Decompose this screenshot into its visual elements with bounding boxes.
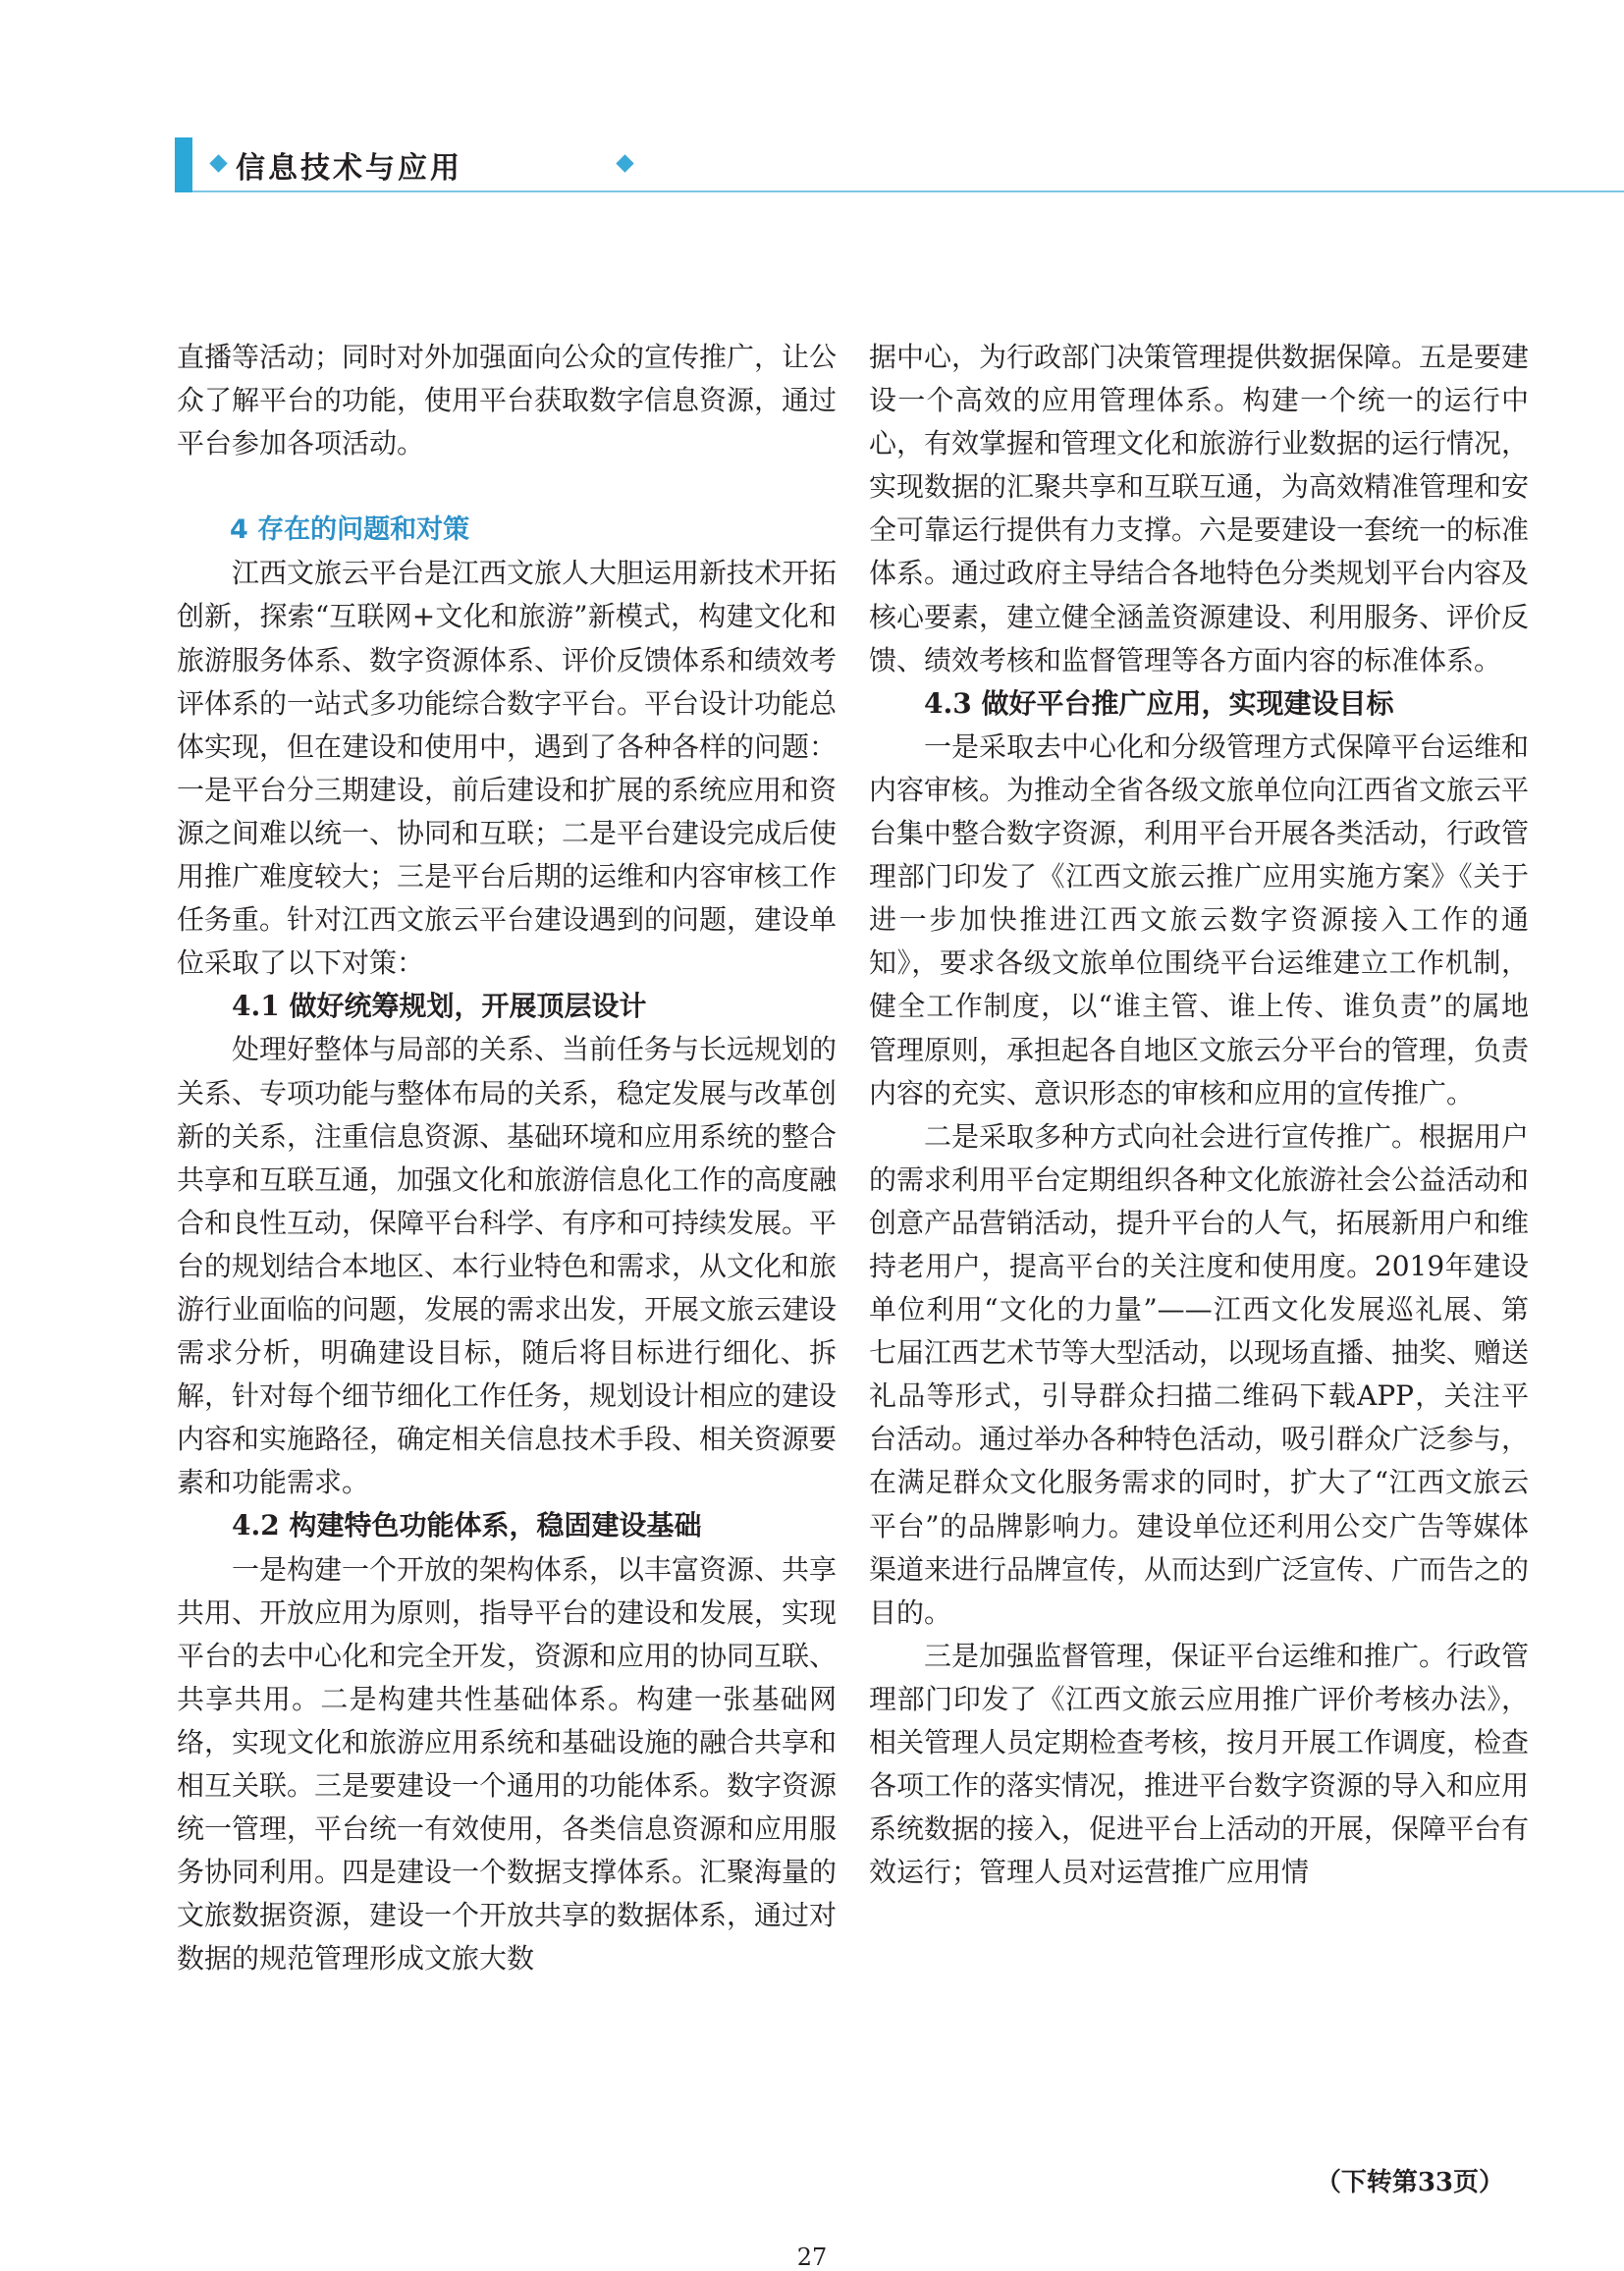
paragraph: 直播等活动；同时对外加强面向公众的宣传推广，让公众了解平台的功能，使用平台获取数字信息资源，通过平台参加各项活动。 [177, 341, 838, 460]
paragraph: 江西文旅云平台是江西文旅人大胆运用新技术开拓创新，探索“互联网+文化和旅游”新模式，构建文化和旅游服务体系、数字资源体系、评价反馈体系和绩效考评体系的一站式多功能综合数字平台。平台设计功能总体实现，但在建设和使用中，遇到了各种各样的问题：一是平台分三期建设，前后建设和扩展的系统应用和资源之间难以统一、协同和互联；二是平台建设完成后使用推广难度较大；三是平台后期的运维和内容审核工作任务重。针对江西文旅云平台建设遇到的问题，建设单位采取了以下对策： [177, 557, 838, 980]
paragraph: 据中心，为行政部门决策管理提供数据保障。五是要建设一个高效的应用管理体系。构建一个统一的运行中心，有效掌握和管理文化和旅游行业数据的运行情况，实现数据的汇聚共享和互联互通，为高效精准管理和安全可靠运行提供有力支撑。六是要建设一套统一的标准体系。通过政府主导结合各地特色分类规划平台内容及核心要素，建立健全涵盖资源建设、利用服务、评价反馈、绩效考核和监督管理等各方面内容的标准体系。 [869, 341, 1530, 676]
subsection-heading: 4.1 做好统筹规划，开展顶层设计 [232, 990, 647, 1023]
paragraph: 三是加强监督管理，保证平台运维和推广。行政管理部门印发了《江西文旅云应用推广评价考核办法》，相关管理人员定期检查考核，按月开展工作调度，检查各项工作的落实情况，推进平台数字资源的导入和应用系统数据的接入，促进平台上活动的开展，保障平台有效运行；管理人员对运营推广应用情 [869, 1639, 1530, 1889]
subsection-heading: 4.3 做好平台推广应用，实现建设目标 [924, 686, 1394, 720]
right-column [869, 336, 1529, 1894]
diamond-icon [616, 154, 633, 172]
section-gap [177, 465, 837, 509]
diamond-icon [209, 154, 227, 172]
subsection-heading: 4.2 构建特色功能体系，稳固建设基础 [232, 1509, 702, 1542]
paragraph: 二是采取多种方式向社会进行宣传推广。根据用户的需求利用平台定期组织各种文化旅游社会公益活动和创意产品营销活动，提升平台的人气，拓展新用户和维持老用户，提高平台的关注度和使用度。2019年建设单位利用“文化的力量”——江西文化发展巡礼展、第七届江西艺术节等大型活动，以现场直播、抽奖、赠送礼品等形式，引导群众扫描二维码下载APP，关注平台活动。通过举办各种特色活动，吸引群众广泛参与，在满足群众文化服务需求的同时，扩大了“江西文旅云平台”的品牌影响力。建设单位还利用公交广告等媒体渠道来进行品牌宣传，从而达到广泛宣传、广而告之的目的。 [869, 1119, 1530, 1629]
header-accent-bar [175, 137, 192, 192]
paragraph: 一是采取去中心化和分级管理方式保障平台运维和内容审核。为推动全省各级文旅单位向江西省文旅云平台集中整合数字资源，利用平台开展各类活动，行政管理部门印发了《江西文旅云推广应用实施方案》《关于进一步加快推进江西文旅云数字资源接入工作的通知》，要求各级文旅单位围绕平台运维建立工作机制，健全工作制度，以“谁主管、谁上传、谁负责”的属地管理原则，承担起各自地区文旅云分平台的管理，负责内容的充实、意识形态的审核和应用的宣传推广。 [869, 730, 1530, 1109]
section-heading: 4 存在的问题和对策 [230, 514, 470, 546]
journal-section-title: 信息技术与应用 [236, 151, 462, 186]
left-column [177, 336, 837, 1980]
paragraph: 处理好整体与局部的关系、当前任务与长远规划的关系、专项功能与整体布局的关系，稳定发展与改革创新的关系，注重信息资源、基础环境和应用系统的整合共享和互联互通，加强文化和旅游信息化工作的高度融合和良性互动，保障平台科学、有序和可持续发展。平台的规划结合本地区、本行业特色和需求，从文化和旅游行业面临的问题，发展的需求出发，开展文旅云建设需求分析，明确建设目标，随后将目标进行细化、拆解，针对每个细节细化工作任务，规划设计相应的建设内容和实施路径，确定相关信息技术手段、相关资源要素和功能需求。 [177, 1033, 838, 1499]
continued-note: （下转第33页） [1315, 2168, 1504, 2197]
paragraph: 一是构建一个开放的架构体系，以丰富资源、共享共用、开放应用为原则，指导平台的建设和发展，实现平台的去中心化和完全开发，资源和应用的协同互联、共享共用。二是构建共性基础体系。构建一张基础网络，实现文化和旅游应用系统和基础设施的融合共享和相互关联。三是要建设一个通用的功能体系。数字资源统一管理，平台统一有效使用，各类信息资源和应用服务协同利用。四是建设一个数据支撑体系。汇聚海量的文旅数据资源，建设一个开放共享的数据体系，通过对数据的规范管理形成文旅大数 [177, 1552, 838, 1975]
running-header [175, 137, 1624, 192]
header-rule [192, 190, 1624, 192]
page-number: 27 [796, 2244, 828, 2271]
